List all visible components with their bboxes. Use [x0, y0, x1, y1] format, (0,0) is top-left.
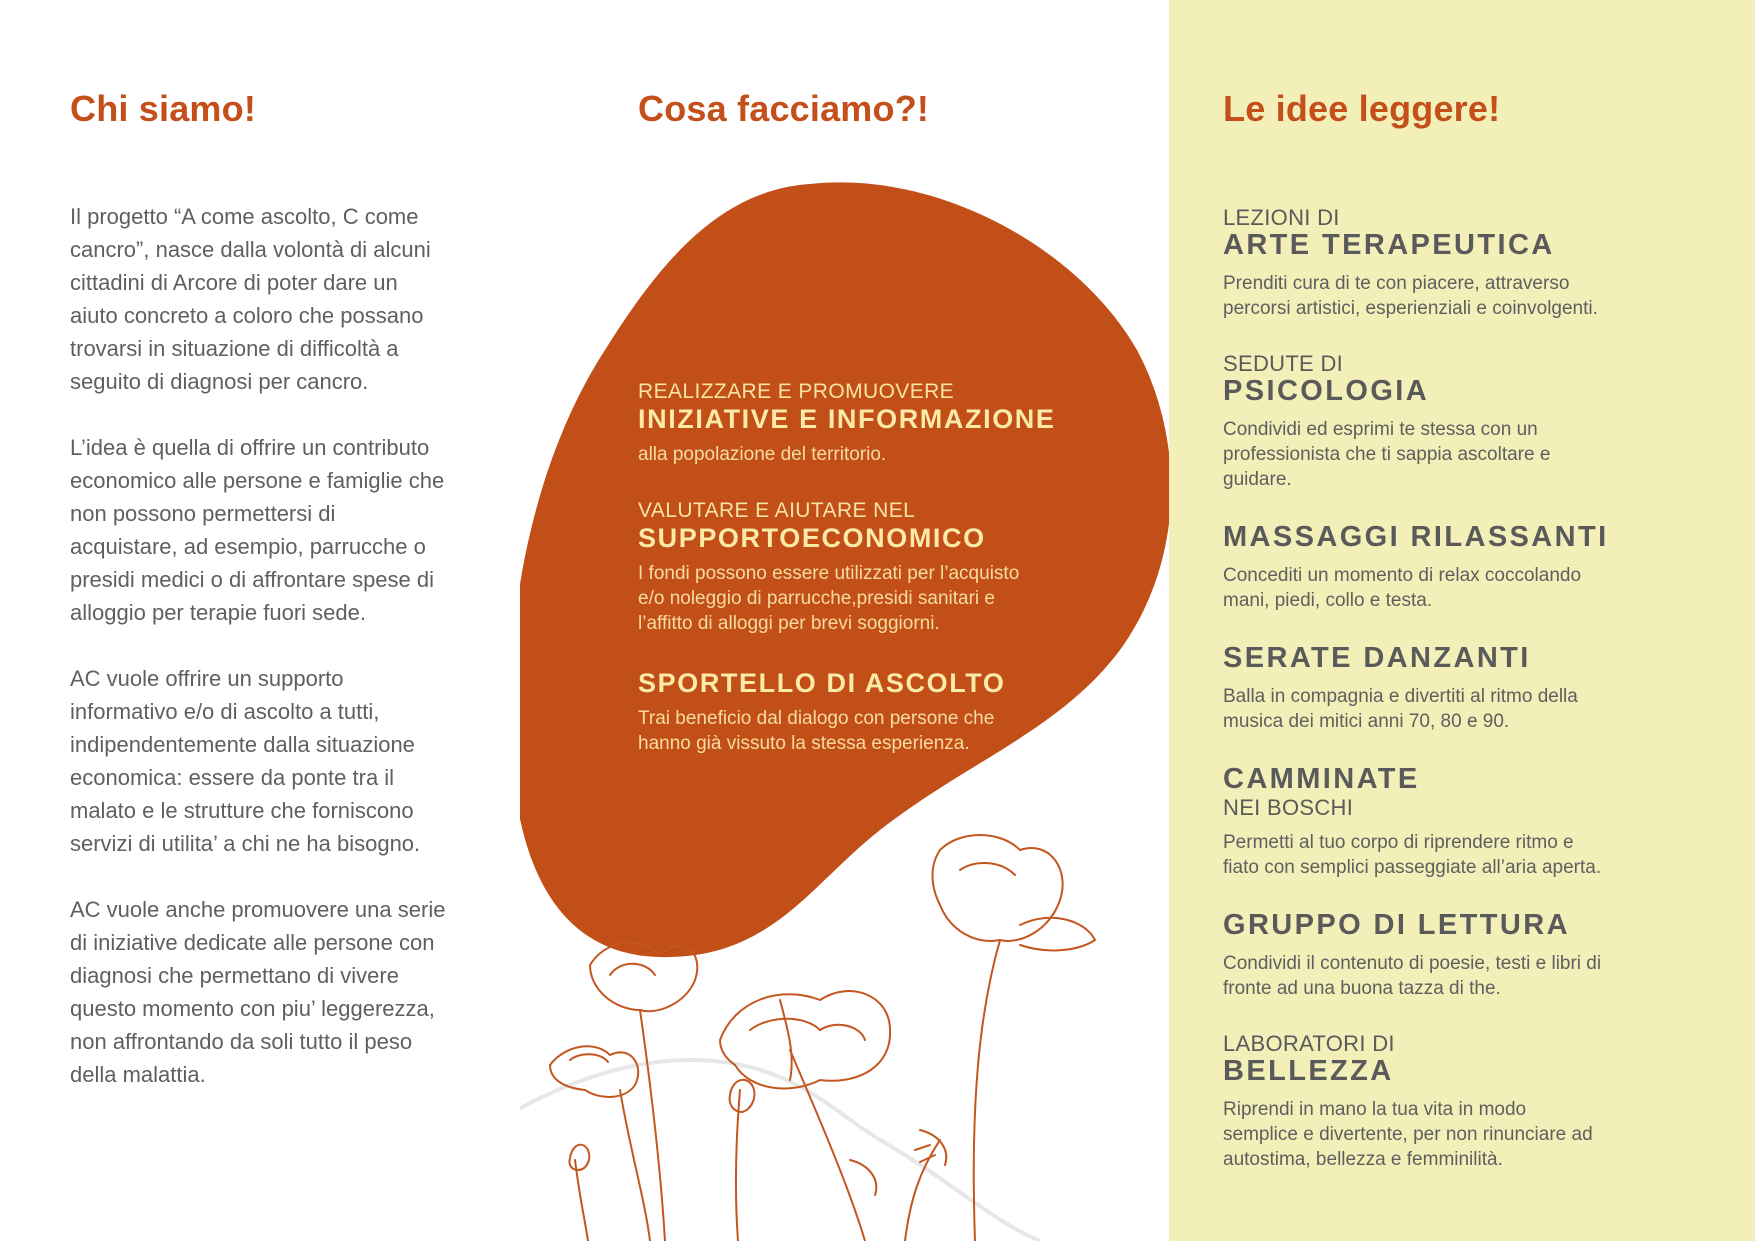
activity-block — [638, 380, 1138, 467]
item-text: Concediti un momento di relax coccolando mani, piedi, collo e testa. — [1223, 565, 1582, 611]
item-kicker: LABORATORI DI — [1223, 1031, 1395, 1056]
list-item — [1223, 522, 1723, 613]
paragraph: L’idea è quella di offrire un contributo economico alle persone e famiglie che non possono permettersi di acquistare, ad esempio, parrucche o presidi medici o di affrontare spese di alloggio per terapie fuori sede. — [70, 435, 445, 625]
activity-title: SUPPORTOECONOMICO — [638, 523, 986, 553]
activity-block — [638, 499, 1138, 636]
list-item — [1223, 643, 1723, 734]
item-title: BELLEZZA — [1223, 1055, 1394, 1087]
item-text: Condividi il contenuto di poesie, testi e libri di fronte ad una buona tazza di the. — [1223, 953, 1602, 999]
item-title: CAMMINATE — [1223, 763, 1420, 795]
item-kicker: SEDUTE DI — [1223, 351, 1344, 376]
activity-text: I fondi possono essere utilizzati per l’acquisto e/o noleggio di parrucche,presidi sanitari e l’affitto di alloggi per brevi soggiorni. — [638, 563, 1020, 634]
item-text: Permetti al tuo corpo di riprendere ritmo e fiato con semplici passeggiate all’aria aperta. — [1223, 832, 1602, 878]
column-idee-leggere — [1169, 0, 1755, 1241]
list-item — [1223, 910, 1723, 1001]
item-title: GRUPPO DI LETTURA — [1223, 909, 1570, 941]
activity-title: INIZIATIVE E INFORMAZIONE — [638, 404, 1056, 434]
list-item — [1223, 764, 1723, 880]
paragraph: AC vuole offrire un supporto informativo e/o di ascolto a tutti, indipendentemente dalla situazione economica: essere da ponte tra il malato e le strutture che forniscono servizi di utilita’ a chi ne ha bisogno. — [70, 666, 421, 856]
item-kicker: NEI BOSCHI — [1223, 795, 1354, 820]
activity-text: Trai beneficio dal dialogo con persone che hanno già vissuto la stessa esperienza. — [638, 708, 995, 754]
column-cosa-facciamo — [520, 0, 1170, 1241]
heading-idee-leggere: Le idee leggere! — [1223, 88, 1501, 129]
item-text: Riprendi in mano la tua vita in modo semplice e divertente, per non rinunciare ad autostima, bellezza e femminilità. — [1223, 1099, 1593, 1170]
paragraph: Il progetto “A come ascolto, C come cancro”, nasce dalla volontà di alcuni cittadini di Arcore di poter dare un aiuto concreto a coloro che possano trovarsi in situazione di difficoltà a seguito di diagnosi per cancro. — [70, 204, 431, 394]
list-item — [1223, 205, 1723, 321]
item-text: Balla in compagnia e divertiti al ritmo della musica dei mitici anni 70, 80 e 90. — [1223, 686, 1578, 732]
item-title: MASSAGGI RILASSANTI — [1223, 521, 1609, 553]
activity-text: alla popolazione del territorio. — [638, 444, 887, 465]
item-kicker: LEZIONI DI — [1223, 205, 1340, 230]
item-title: PSICOLOGIA — [1223, 375, 1430, 407]
idee-leggere-list — [1223, 205, 1723, 1202]
item-text: Condividi ed esprimi te stessa con un professionista che ti sappia ascoltare e guidare. — [1223, 419, 1551, 490]
heading-cosa-facciamo: Cosa facciamo?! — [638, 88, 930, 129]
activity-kicker: VALUTARE E AIUTARE NEL — [638, 499, 916, 522]
item-title: ARTE TERAPEUTICA — [1223, 229, 1555, 261]
list-item — [1223, 1031, 1723, 1172]
activity-title: SPORTELLO DI ASCOLTO — [638, 668, 1006, 698]
background-curve — [520, 1060, 1040, 1241]
activity-kicker: REALIZZARE E PROMUOVERE — [638, 380, 955, 403]
activity-block — [638, 668, 1138, 756]
item-title: SERATE DANZANTI — [1223, 642, 1531, 674]
cosa-facciamo-content — [638, 380, 1138, 788]
list-item — [1223, 351, 1723, 492]
paragraph: AC vuole anche promuovere una serie di iniziative dedicate alle persone con diagnosi che permettano di vivere questo momento con piu’ leggerezza, non affrontando da soli tutto il peso della malattia. — [70, 897, 446, 1087]
heading-chi-siamo: Chi siamo! — [70, 88, 257, 129]
item-text: Prenditi cura di te con piacere, attraverso percorsi artistici, esperienziali e coinvolgenti. — [1223, 273, 1598, 319]
chi-siamo-body — [70, 200, 520, 1124]
